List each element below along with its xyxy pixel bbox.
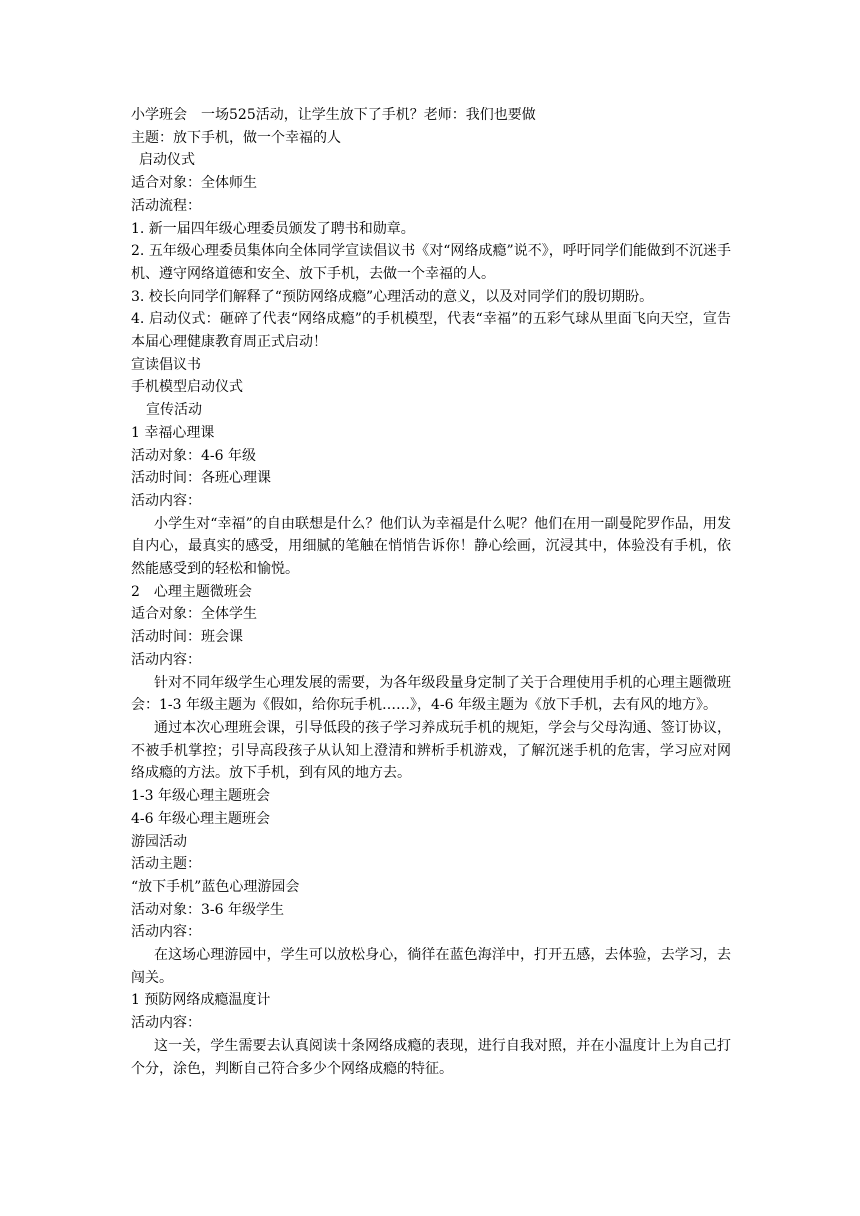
launch-audience: 适合对象：全体师生 — [131, 175, 257, 192]
image-caption-grade-1-3: 1-3 年级心理主题班会 — [131, 788, 270, 805]
mini-class-time: 活动时间：班会课 — [131, 629, 243, 646]
subsection-heading-mini-class: 2 心理主题微班会 — [131, 583, 252, 600]
launch-item-3: 3. 校长向同学们解释了“预防网络成瘾”心理活动的意义，以及对同学们的殷切期盼。 — [131, 288, 654, 305]
image-caption-proposal: 宣读倡议书 — [131, 356, 201, 373]
garden-party-paragraph: 在这场心理游园中，学生可以放松身心，徜徉在蓝色海洋中，打开五感，去体验，去学习，去闯关。 — [131, 947, 731, 986]
garden-party-content-label: 活动内容： — [131, 924, 201, 941]
launch-item-1: 1. 新一届四年级心理委员颁发了聘书和勋章。 — [131, 220, 415, 237]
image-caption-phone-model: 手机模型启动仪式 — [131, 379, 243, 396]
thermometer-content-label: 活动内容： — [131, 1015, 201, 1032]
section-heading-promotion: 宣传活动 — [146, 402, 202, 419]
document-page — [131, 104, 731, 1080]
theme-line: 主题：放下手机，做一个幸福的人 — [131, 129, 341, 146]
happiness-class-audience: 活动对象：4-6 年级 — [131, 447, 256, 464]
happiness-class-paragraph: 小学生对“幸福”的自由联想是什么？他们认为幸福是什么呢？他们在用一副曼陀罗作品，用发自内心，最真实的感受，用细腻的笔触在悄悄告诉你！静心绘画，沉浸其中，体验没有手机，依然能感受到的轻松和愉悦。 — [131, 515, 731, 578]
mini-class-content-label: 活动内容： — [131, 651, 201, 668]
garden-party-theme-label: 活动主题： — [131, 856, 201, 873]
subsection-heading-happiness-class: 1 幸福心理课 — [131, 424, 215, 441]
launch-item-4: 4. 启动仪式：砸碎了代表“网络成瘾”的手机模型，代表“幸福”的五彩气球从里面飞向天空，宣告本届心理健康教育周正式启动！ — [131, 311, 731, 351]
thermometer-paragraph: 这一关，学生需要去认真阅读十条网络成瘾的表现，进行自我对照，并在小温度计上为自己打个分，涂色，判断自己符合多少个网络成瘾的特征。 — [131, 1037, 731, 1077]
happiness-class-content-label: 活动内容： — [131, 492, 201, 509]
section-heading-launch: 启动仪式 — [139, 152, 195, 169]
garden-party-audience: 活动对象：3-6 年级学生 — [131, 901, 284, 918]
happiness-class-time: 活动时间：各班心理课 — [131, 470, 271, 487]
mini-class-paragraph-1: 针对不同年级学生心理发展的需要，为各年级段量身定制了关于合理使用手机的心理主题微班会：1-3 年级主题为《假如，给你玩手机……》，4-6 年级主题为《放下手机，去有风的地方》。 — [131, 674, 731, 714]
image-caption-grade-4-6: 4-6 年级心理主题班会 — [131, 810, 270, 827]
garden-party-theme: “放下手机”蓝色心理游园会 — [131, 878, 300, 895]
mini-class-paragraph-2: 通过本次心理班会课，引导低段的孩子学习养成玩手机的规矩，学会与父母沟通、签订协议，不被手机掌控；引导高段孩子从认知上澄清和辨析手机游戏，了解沉迷手机的危害，学习应对网络成瘾的方法。放下手机，到有风的地方去。 — [131, 719, 731, 782]
launch-flow-label: 活动流程： — [131, 197, 201, 214]
subsection-heading-thermometer: 1 预防网络成瘾温度计 — [131, 992, 271, 1009]
mini-class-audience: 适合对象：全体学生 — [131, 606, 257, 623]
section-heading-garden-party: 游园活动 — [131, 833, 187, 850]
document-title: 小学班会 一场525活动，让学生放下了手机？老师：我们也要做 — [131, 107, 536, 123]
launch-item-2: 2. 五年级心理委员集体向全体同学宣读倡议书《对“网络成瘾”说不》，呼吁同学们能做到不沉迷手机、遵守网络道德和安全、放下手机，去做一个幸福的人。 — [131, 243, 731, 282]
